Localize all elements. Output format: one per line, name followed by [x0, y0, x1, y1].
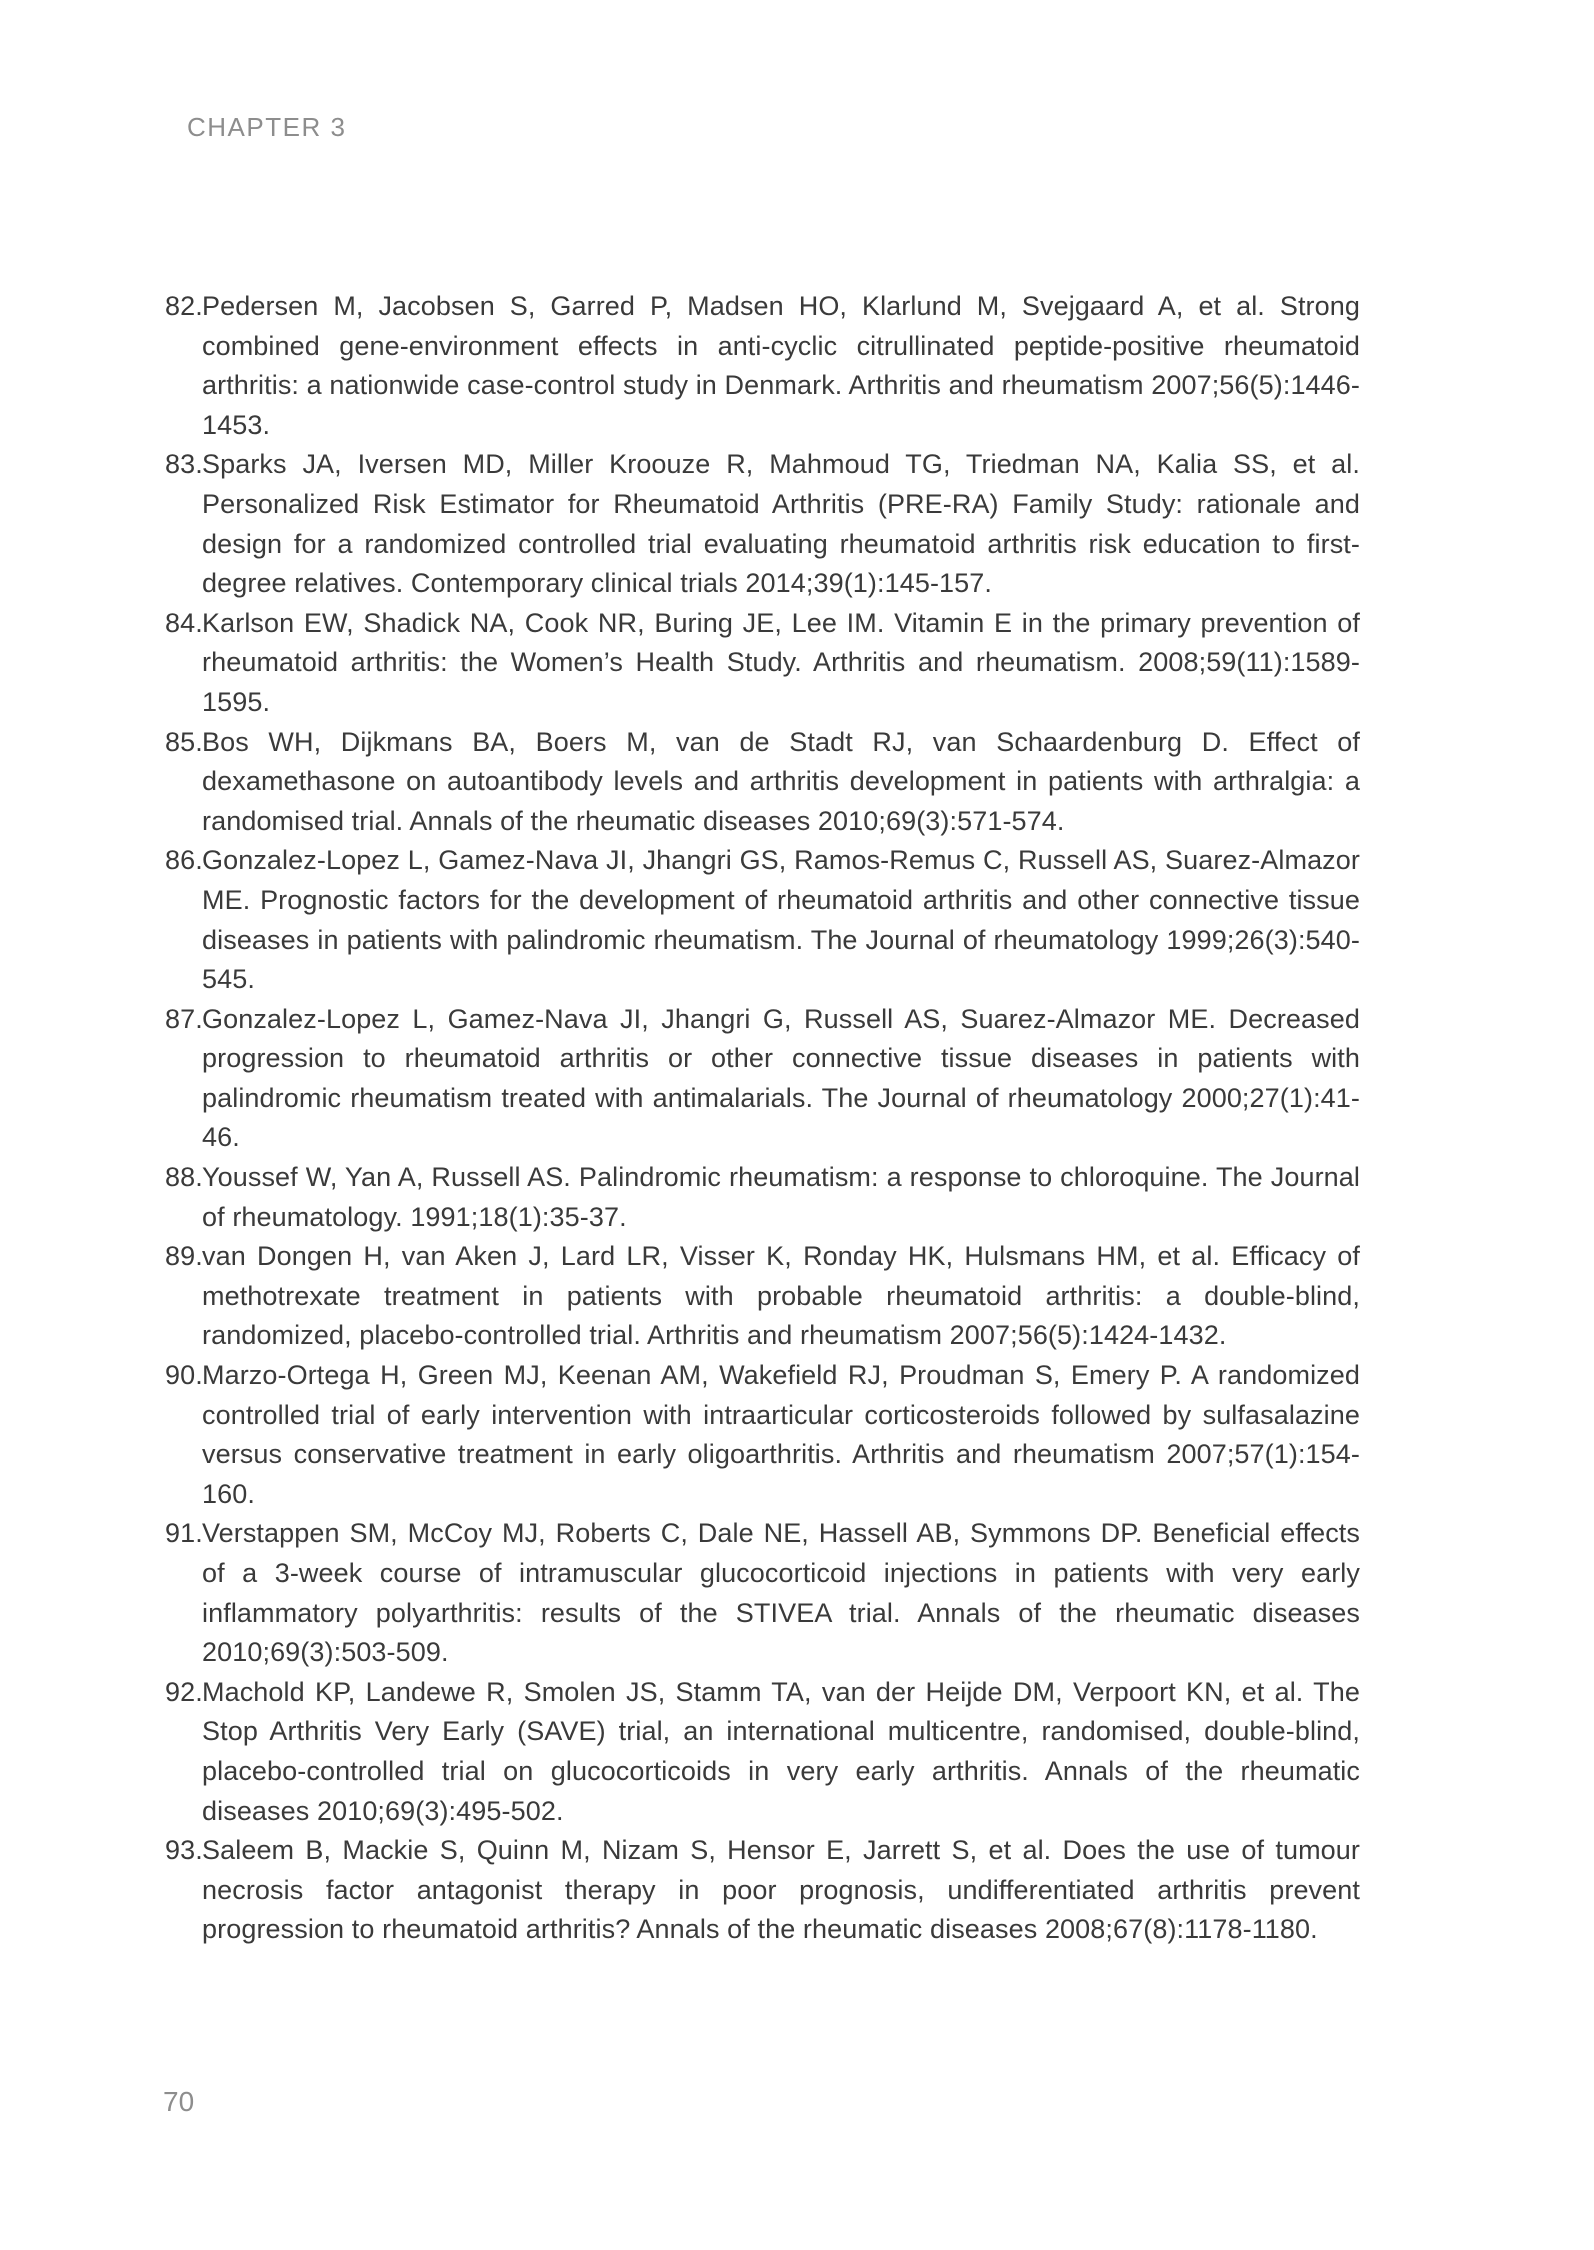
reference-number: 88. [165, 1162, 203, 1193]
reference-number: 85. [165, 726, 203, 757]
reference-text: Machold KP, Landewe R, Smolen JS, Stamm TA, van der Heijde DM, Verpoort KN, et al. The Stop Arthritis Very Early (SAVE) trial, an international multicentre, randomised, double-blind, placebo-controlled trial on glucocorticoids in very early arthritis. Annals of the rheumatic diseases 2010;69(3):495-502. [202, 1676, 1360, 1826]
reference-text: Verstappen SM, McCoy MJ, Roberts C, Dale NE, Hassell AB, Symmons DP. Beneficial effects of a 3-week course of intramuscular glucocorticoid injections in patients with very early inflammatory polyarthritis: results of the STIVEA trial. Annals of the rheumatic diseases 2010;69(3):503-509. [202, 1518, 1360, 1668]
reference-number: 91. [165, 1518, 203, 1549]
reference-item [165, 445, 1360, 603]
reference-item [165, 841, 1360, 999]
reference-item [165, 1514, 1360, 1672]
reference-text: van Dongen H, van Aken J, Lard LR, Visser K, Ronday HK, Hulsmans HM, et al. Efficacy of methotrexate treatment in patients with probable rheumatoid arthritis: a double-blind, randomized, placebo-controlled trial. Arthritis and rheumatism 2007;56(5):1424-1432. [202, 1241, 1360, 1351]
reference-number: 93. [165, 1835, 203, 1866]
reference-number: 89. [165, 1241, 203, 1272]
reference-number: 92. [165, 1676, 203, 1707]
reference-item [165, 1356, 1360, 1514]
reference-item [165, 723, 1360, 842]
reference-text: Gonzalez-Lopez L, Gamez-Nava JI, Jhangri GS, Ramos-Remus C, Russell AS, Suarez-Almazor ME. Prognostic factors for the development of rheumatoid arthritis and other connective tissue diseases in patients with palindromic rheumatism. The Journal of rheumatology 1999;26(3):540-545. [202, 845, 1360, 995]
reference-number: 87. [165, 1003, 203, 1034]
reference-item [165, 1673, 1360, 1831]
reference-text: Gonzalez-Lopez L, Gamez-Nava JI, Jhangri G, Russell AS, Suarez-Almazor ME. Decreased progression to rheumatoid arthritis or other connective tissue diseases in patients with palindromic rheumatism treated with antimalarials. The Journal of rheumatology 2000;27(1):41-46. [202, 1003, 1360, 1153]
reference-item [165, 1237, 1360, 1356]
reference-number: 82. [165, 291, 203, 321]
reference-number: 83. [165, 449, 203, 480]
reference-item [165, 604, 1360, 723]
reference-number: 84. [165, 607, 203, 638]
reference-item [165, 1000, 1360, 1158]
reference-text: Youssef W, Yan A, Russell AS. Palindromic rheumatism: a response to chloroquine. The Journal of rheumatology. 1991;18(1):35-37. [202, 1162, 1360, 1232]
reference-text: Karlson EW, Shadick NA, Cook NR, Buring JE, Lee IM. Vitamin E in the primary prevention of rheumatoid arthritis: the Women’s Health Study. Arthritis and rheumatism. 2008;59(11):1589-1595. [202, 607, 1360, 717]
reference-item [165, 1158, 1360, 1237]
page-number: 70 [163, 2086, 195, 2117]
reference-text: Saleem B, Mackie S, Quinn M, Nizam S, Hensor E, Jarrett S, et al. Does the use of tumour necrosis factor antagonist therapy in poor prognosis, undifferentiated arthritis prevent progression to rheumatoid arthritis? Annals of the rheumatic diseases 2008;67(8):1178-1180. [202, 1835, 1360, 1945]
reference-text: Marzo-Ortega H, Green MJ, Keenan AM, Wakefield RJ, Proudman S, Emery P. A randomized controlled trial of early intervention with intraarticular corticosteroids followed by sulfasalazine versus conservative treatment in early oligoarthritis. Arthritis and rheumatism 2007;57(1):154-160. [202, 1360, 1360, 1509]
chapter-header: CHAPTER 3 [187, 112, 347, 142]
reference-text: Sparks JA, Iversen MD, Miller Kroouze R, Mahmoud TG, Triedman NA, Kalia SS, et al. Personalized Risk Estimator for Rheumatoid Arthritis (PRE-RA) Family Study: rationale and design for a randomized controlled trial evaluating rheumatoid arthritis risk education to first-degree relatives. Contemporary clinical trials 2014;39(1):145-157. [202, 449, 1360, 599]
reference-number: 86. [165, 845, 203, 876]
reference-list [165, 287, 1360, 1950]
reference-text: Bos WH, Dijkmans BA, Boers M, van de Stadt RJ, van Schaardenburg D. Effect of dexamethasone on autoantibody levels and arthritis development in patients with arthralgia: a randomised trial. Annals of the rheumatic diseases 2010;69(3):571-574. [202, 726, 1360, 836]
reference-number: 90. [165, 1360, 203, 1391]
reference-item [165, 1831, 1360, 1950]
reference-item [165, 287, 1360, 445]
reference-text: Pedersen M, Jacobsen S, Garred P, Madsen HO, Klarlund M, Svejgaard A, et al. Strong combined gene-environment effects in anti-cyclic citrullinated peptide-positive rheumatoid arthritis: a nationwide case-control study in Denmark. Arthritis and rheumatism 2007;56(5):1446-1453. [202, 291, 1360, 440]
